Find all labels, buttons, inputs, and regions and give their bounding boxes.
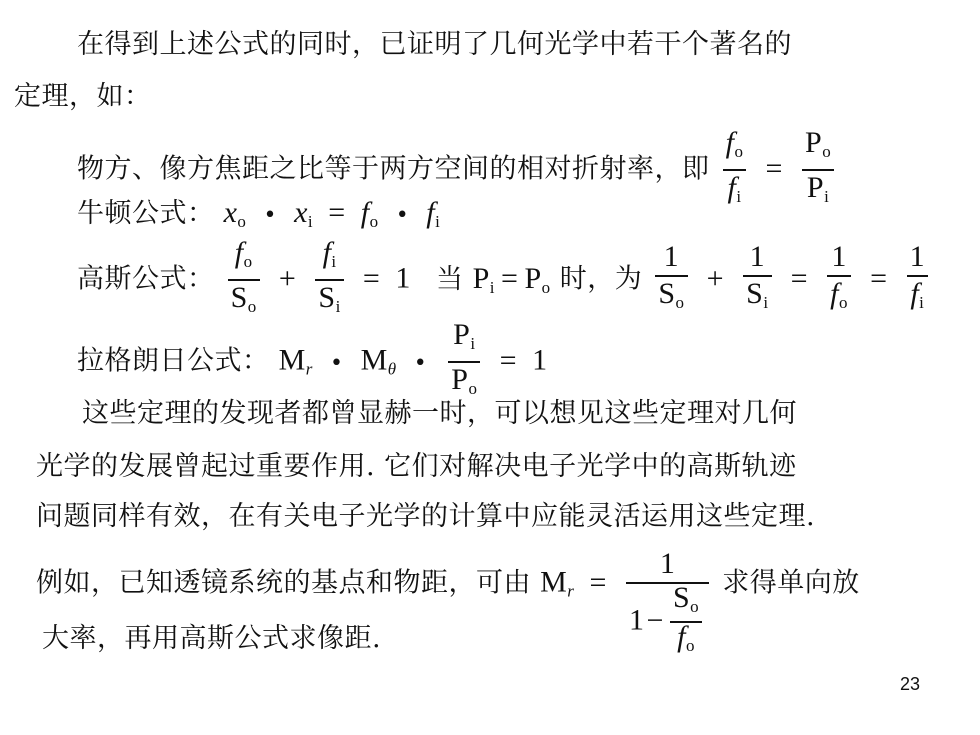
pi-over-po-fraction: $\frac{P_i}{P_o}$ <box>448 318 480 406</box>
paragraph1-line2: 定理，如： <box>14 81 152 112</box>
paragraph3-line1: 例如，已知透镜系统的基点和物距，可由 $M_r$ = 1 1− $\frac{S_o}{f_o}$ 求得单向放 <box>36 547 860 660</box>
paragraph3-after: 求得单向放 <box>722 567 860 599</box>
one-over-si-fraction: $\frac{1}{S_i}$ <box>743 240 771 320</box>
po-over-pi-fraction: $\frac{P_o}{P_i}$ <box>802 126 834 214</box>
paragraph1-line1: 在得到上述公式的同时，已证明了几何光学中若干个著名的 <box>77 29 792 60</box>
newton-equation: $x_o$ • $x_i = f_o$ • $f_i$ <box>223 196 441 231</box>
one-over-so-fraction: $\frac{1}{S_o}$ <box>655 240 687 320</box>
one-over-fo-fraction: $\frac{1}{f_o}$ <box>827 240 851 320</box>
lagrange-label: 拉格朗日公式： <box>77 345 270 377</box>
magnification-fraction: 1 1− $\frac{S_o}{f_o}$ <box>626 547 709 660</box>
gauss-then-label: 时，为 <box>559 263 643 295</box>
paragraph2-line3: 问题同样有效，在有关电子光学的计算中应能灵活运用这些定理. <box>36 501 816 532</box>
newton-formula-item <box>77 196 440 239</box>
gauss-formula-item: 高斯公式： $\frac{f_o}{S_o}$ + $\frac{f_i}{S_i}$ = 1 当 $P_i = P_o$ 时，为 $\frac{1}{S_o}$ + $\frac{1}{S_i}$ = $\frac{1}{f_o}$ = $\frac{1}{f_i}$ <box>77 236 932 324</box>
fo-over-so-fraction: $\frac{f_o}{S_o}$ <box>228 236 260 324</box>
paragraph3-intro: 例如，已知透镜系统的基点和物距，可由 <box>36 567 531 599</box>
paragraph2-line2: 光学的发展曾起过重要作用. 它们对解决电子光学中的高斯轨迹 <box>36 451 797 482</box>
gauss-label: 高斯公式： <box>77 263 215 295</box>
paragraph3-line2: 大率，再用高斯公式求像距. <box>42 623 382 654</box>
newton-label: 牛顿公式： <box>77 198 215 229</box>
equals-sign: = <box>765 151 783 185</box>
page-number: 23 <box>899 674 920 694</box>
fi-over-si-fraction: $\frac{f_i}{S_i}$ <box>315 236 343 324</box>
one-over-fi-fraction: $\frac{1}{f_i}$ <box>907 240 929 320</box>
fo-over-fi-fraction: $\frac{f_o}{f_i}$ <box>723 126 747 214</box>
paragraph2-line1: 这些定理的发现者都曾显赫一时，可以想见这些定理对几何 <box>82 398 797 429</box>
so-over-fo-fraction: $\frac{S_o}{f_o}$ <box>670 584 702 660</box>
gauss-condition: $P_i = P_o$ <box>472 261 551 297</box>
focal-ratio-label: 物方、像方焦距之比等于两方空间的相对折射率，即 <box>77 153 710 185</box>
gauss-when-label: 当 <box>436 263 464 295</box>
lagrange-formula-item: 拉格朗日公式： $M_r$ • $M_\theta$ • $\frac{P_i}{P_o}$ = 1 <box>77 318 548 406</box>
